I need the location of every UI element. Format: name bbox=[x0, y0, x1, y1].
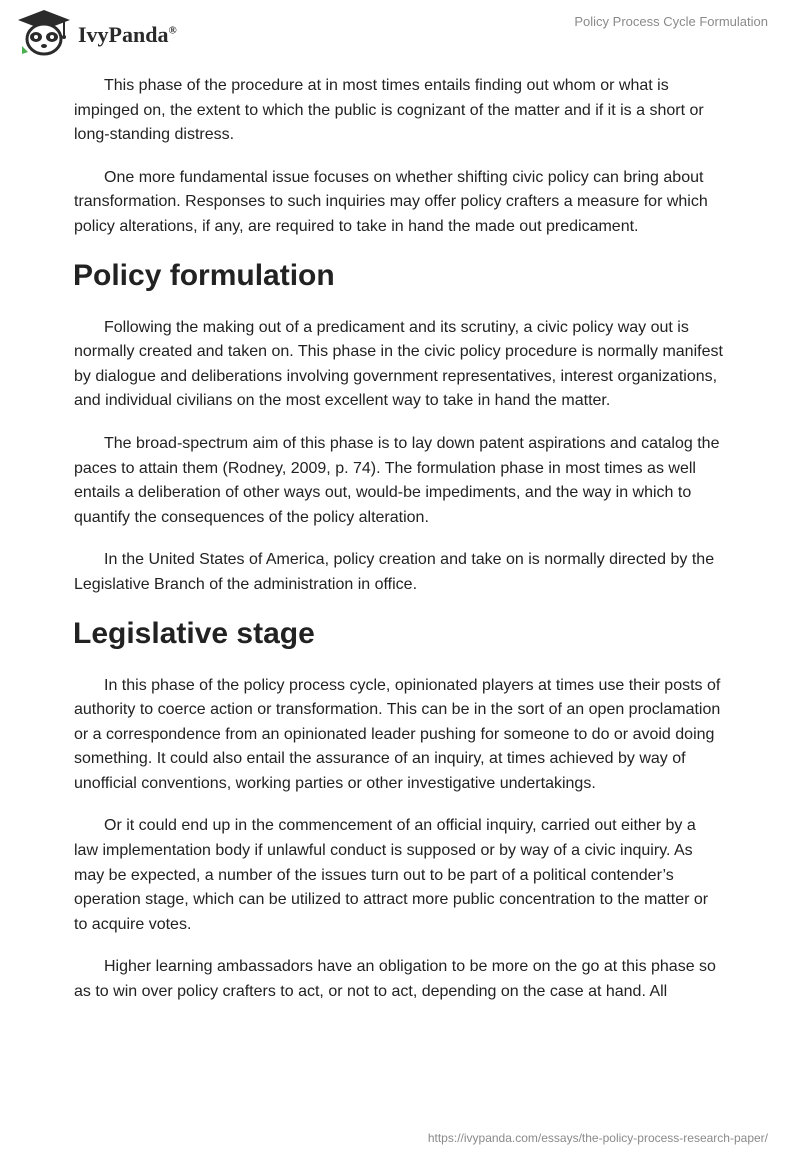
source-url[interactable]: https://ivypanda.com/essays/the-policy-process-research-paper/ bbox=[427, 1131, 768, 1145]
brand-logo[interactable] bbox=[16, 8, 177, 56]
paragraph: Following the making out of a predicament and its scrutiny, a civic policy way out is normally created and taken on. This phase in the civic policy procedure is normally manifest by dialogue and deliberations involving government representatives, interest organizations, and individual civilians on the most excellent way to take in hand the matter. bbox=[74, 318, 723, 410]
brand-name: IvyPanda® bbox=[78, 22, 177, 47]
paragraph: In this phase of the policy process cycle, opinionated players at times use their posts of authority to coerce action or transformation. This can be in the sort of an open proclamation or a correspondence from an opinionated leader pushing for someone to do or avoid doing something. It could also entail the assurance of an inquiry, at times achieved by way of unofficial conventions, working parties or other investigative undertakings. bbox=[74, 676, 721, 792]
paragraph: Higher learning ambassadors have an obligation to be more on the go at this phase so as to win over policy crafters to act, or not to act, depending on the case at hand. All bbox=[74, 958, 716, 1001]
essay-body bbox=[74, 74, 724, 1023]
panda-graduate-icon bbox=[16, 8, 72, 56]
page-header bbox=[0, 0, 800, 70]
paragraph: This phase of the procedure at in most times entails finding out whom or what is impinged on, the extent to which the public is cognizant of the matter and if it is a short or long-standing distress. bbox=[74, 77, 704, 144]
section-heading-policy-formulation: Policy formulation bbox=[73, 258, 335, 292]
paragraph: Or it could end up in the commencement of an official inquiry, carried out either by a law implementation body if unlawful conduct is supposed or by way of a civic inquiry. As may be expected, a number of the issues turn out to be part of a political contender’s operation stage, which can be utilized to attract more public concentration to the matter or to acquire votes. bbox=[74, 817, 709, 933]
paragraph: One more fundamental issue focuses on whether shifting civic policy can bring about transformation. Responses to such inquiries may offer policy crafters a measure for which policy alterations, if any, are required to take in hand the made out predicament. bbox=[74, 168, 708, 235]
paragraph: The broad-spectrum aim of this phase is to lay down patent aspirations and catalog the paces to attain them (Rodney, 2009, p. 74). The formulation phase in most times as well entails a deliberation of other ways out, would-be impediments, and the way in which to quantify the consequences of the policy alteration. bbox=[74, 434, 720, 526]
paragraph: In the United States of America, policy creation and take on is normally directed by the Legislative Branch of the administration in office. bbox=[74, 551, 715, 593]
document-title: Policy Process Cycle Formulation bbox=[574, 14, 768, 29]
section-heading-legislative-stage: Legislative stage bbox=[73, 616, 315, 650]
